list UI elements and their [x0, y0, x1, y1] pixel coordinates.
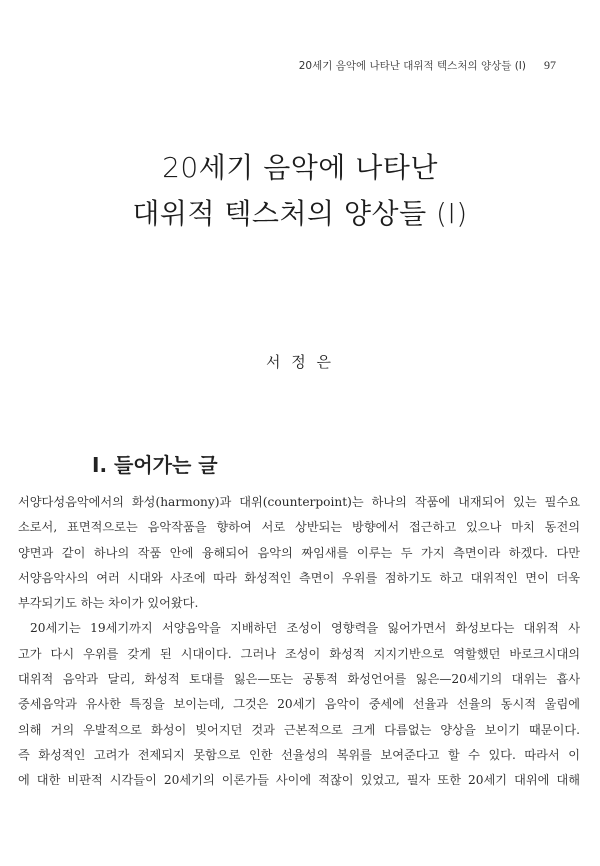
body-line: 의해 거의 우발적으로 화성이 빚어지던 것과 근본적으로 크게 다름없는 양상을 보이기 때문이다.	[18, 722, 580, 737]
body-text	[18, 490, 580, 794]
author-name: 서 정 은	[265, 353, 334, 371]
running-header	[299, 58, 556, 73]
body-line: 양면과 같이 하나의 작품 안에 융해되어 음악의 짜임새를 이루는 두 가지 측면이라 하겠다. 다만	[18, 545, 580, 560]
page-number: 97	[544, 58, 556, 72]
running-title: 20세기 음악에 나타난 대위적 텍스처의 양상들 (Ⅰ)	[298, 60, 526, 72]
article-title-line-1: 20세기 음악에 나타난	[162, 151, 438, 184]
body-line: 서양음악사의 여러 시대와 사조에 따라 화성적인 측면이 우위를 점하기도 하고 대위적인 면이 더욱	[18, 570, 580, 585]
body-line: 소로서, 표면적으로는 음악작품을 향하여 서로 상반되는 방향에서 접근하고 있으나 마치 동전의	[18, 520, 580, 535]
body-line: 즉 화성적인 고려가 전제되지 못함으로 인한 선율성의 복위를 보여준다고 할 수 있다. 따라서 이	[18, 747, 580, 762]
section-heading: Ⅰ. 들어가는 글	[92, 453, 218, 477]
body-line: 부각되기도 하는 차이가 있어왔다.	[18, 596, 199, 611]
article-title-line-2: 대위적 텍스처의 양상들 (Ⅰ)	[132, 197, 468, 230]
body-line: 고가 다시 우위를 갖게 된 시대이다. 그러나 조성이 화성적 지지기반으로 역할했던 바로크시대의	[18, 646, 580, 661]
body-line: 20세기는 19세기까지 서양음악을 지배하던 조성이 영향력을 잃어가면서 화성보다는 대위적 사	[30, 621, 580, 636]
body-line: 에 대한 비판적 시각들이 20세기의 이론가들 사이에 적잖이 있었고, 필자 또한 20세기 대위에 대해	[18, 773, 580, 788]
body-line: 서양다성음악에서의 화성(harmony)과 대위(counterpoint)는 하나의 작품에 내재되어 있는 필수요	[18, 495, 580, 509]
body-line: 대위적 음악과 달리, 화성적 토대를 잃은—또는 공통적 화성언어를 잃은—20세기의 대위는 흡사	[18, 672, 580, 687]
body-line: 중세음악과 유사한 특징을 보이는데, 그것은 20세기 음악이 중세에 선율과 선율의 동시적 울림에	[18, 697, 580, 712]
